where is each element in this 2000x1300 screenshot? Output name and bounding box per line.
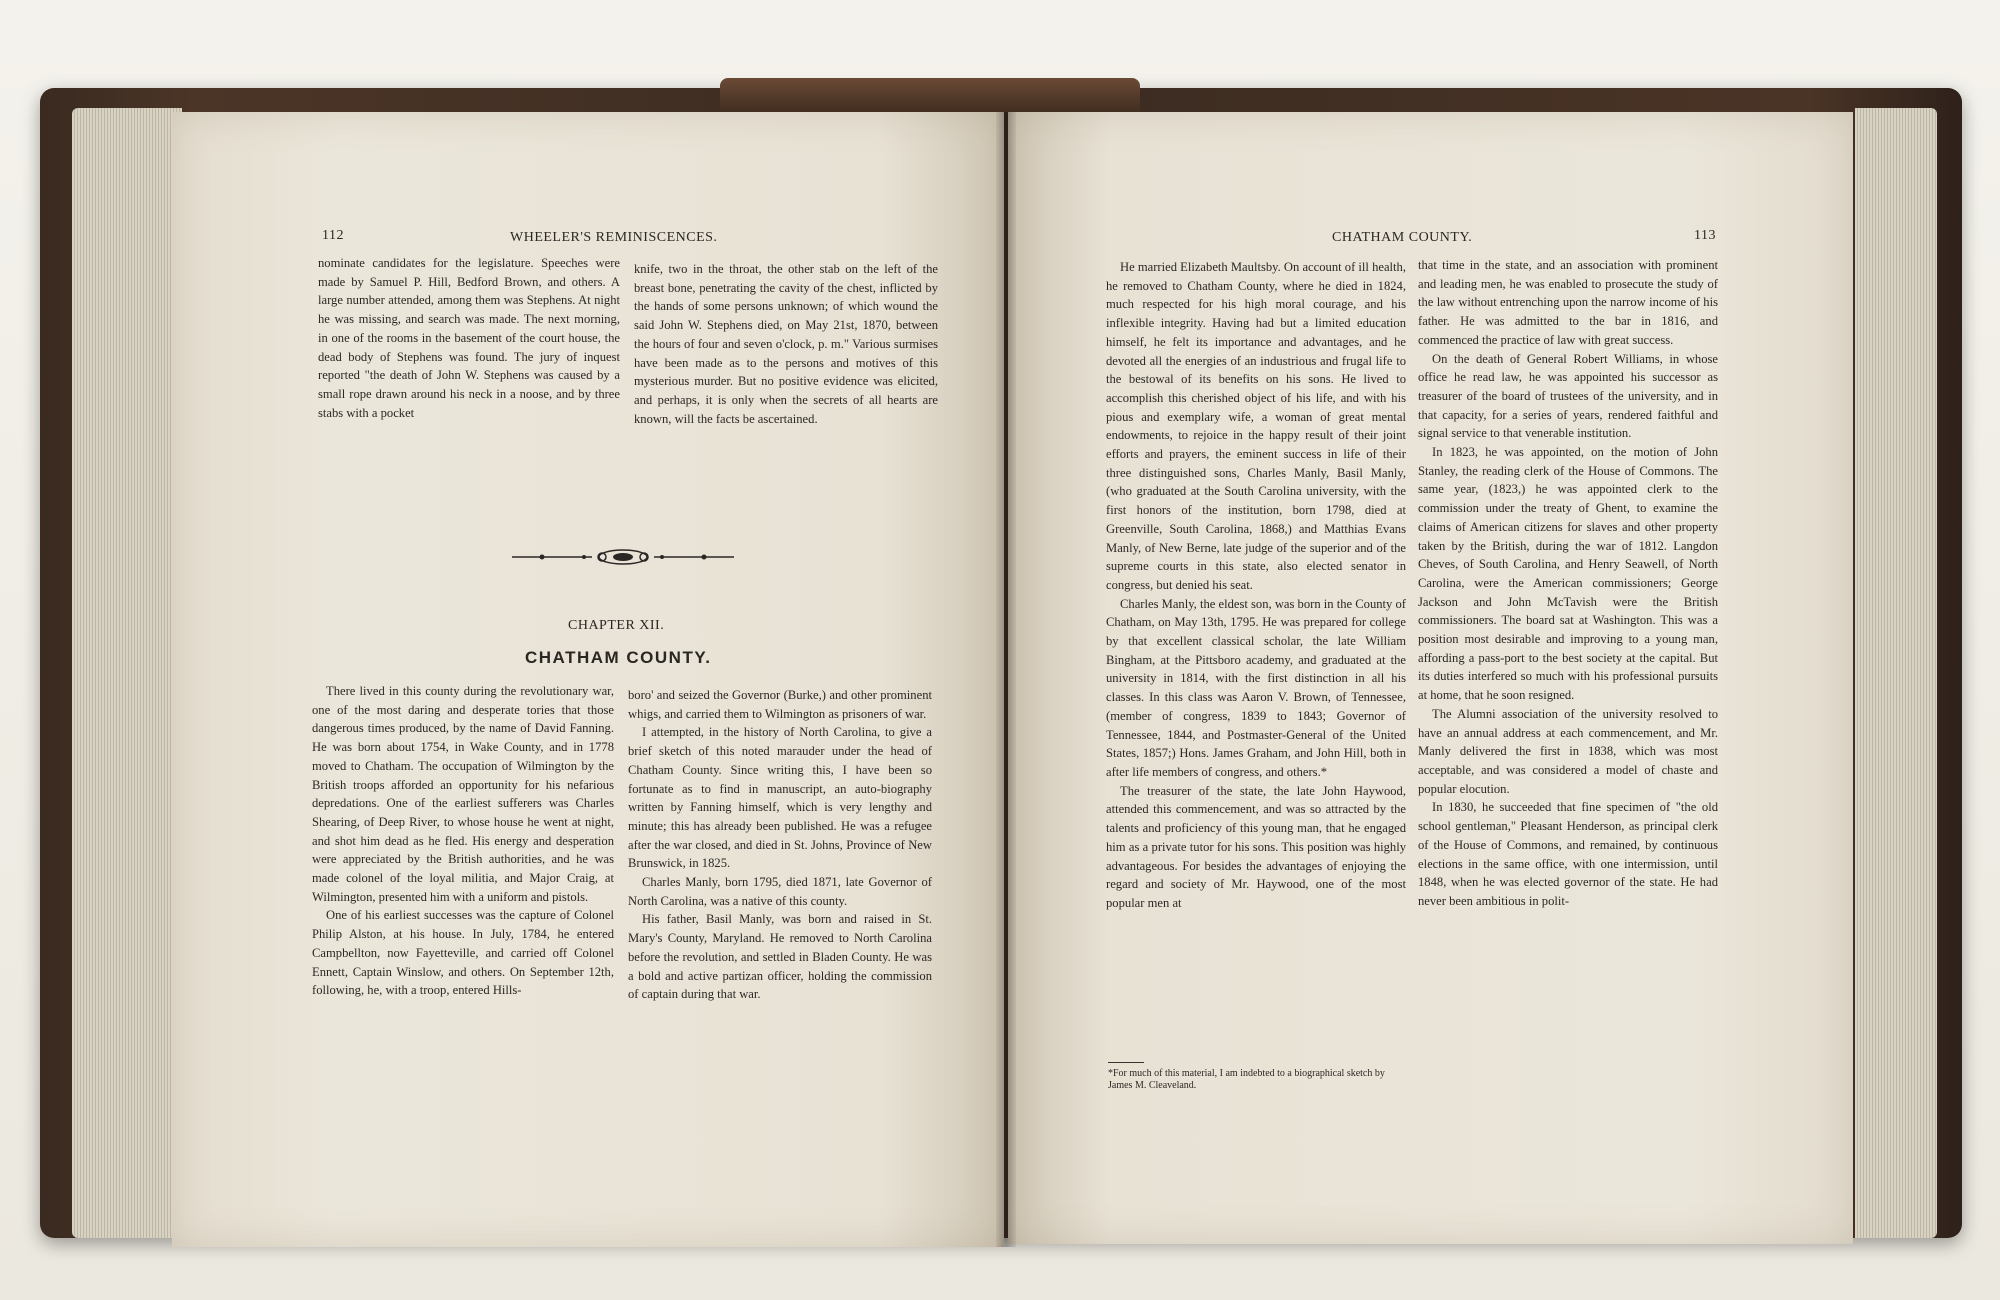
book-gutter	[996, 112, 1016, 1247]
right-page-edges	[1855, 108, 1937, 1238]
paragraph: knife, two in the throat, the other stab on the left of the breast bone, penetrating the cavity of the chest, inflicted by the hands of some persons unknown; of which wound the said John W. Stephens died, on May 21st, 1870, between the hours of four and seven o'clock, p. m." Various surmises have been made as to the persons and motives of this mysterious murder. But no positive evidence was elicited, and perhaps, it is only when the secrets of all hearts are known, will the facts be ascertained.	[634, 262, 938, 426]
left-column-1-top	[318, 254, 620, 422]
paragraph: nominate candidates for the legislature. Speeches were made by Samuel P. Hill, Bedford Brown, and others. A large number attended, among them was Stephens. At night he was missing, and search was made. The next morning, in one of the rooms in the basement of the court house, the dead body of Stephens was found. The jury of inquest reported "the death of John W. Stephens was caused by a small rope drawn around his neck in a noose, and by three stabs with a pocket	[318, 256, 620, 420]
right-column-2	[1418, 256, 1718, 911]
ornament-divider	[512, 546, 734, 568]
paragraph: The Alumni association of the university resolved to have an annual address at each commencement, and Mr. Manly delivered the first in 1838, which was most acceptable, and was considered a model of chaste and popular elocution.	[1418, 706, 1718, 796]
left-page-number: 112	[322, 228, 344, 243]
paragraph: Charles Manly, born 1795, died 1871, late Governor of North Carolina, was a native of this county.	[628, 875, 932, 908]
paragraph: He married Elizabeth Maultsby. On account of ill health, he removed to Chatham County, where he died in 1824, much respected for his high moral courage, and his inflexible integrity. Having had but a limited education himself, he felt its importance and advantages, and he devoted all the energies of an industrious and frugal life to the bestowal of its benefits on his sons. He lived to accomplish this cherished object of his life, and with his pious and exemplary wife, a woman of great mental endowments, to rejoice in the happy result of their joint efforts and prayers, the eminent success in life of their three distinguished sons, Charles Manly, Basil Manly, (who graduated at the South Carolina university, with the first honors of the institution, born 1798, died at Greenville, South Carolina, 1868,) and Matthias Evans Manly, of New Berne, late judge of the superior and of the supreme courts in this state, also elected senator in congress, but denied his seat.	[1106, 260, 1406, 592]
right-running-head: CHATHAM COUNTY.	[1332, 230, 1473, 245]
paragraph: His father, Basil Manly, was born and raised in St. Mary's County, Maryland. He removed to North Carolina before the revolution, and settled in Bladen County. He was a bold and active partizan officer, holding the commission of captain during that war.	[628, 912, 932, 1002]
paragraph: In 1830, he succeeded that fine specimen of "the old school gentleman," Pleasant Henderson, as principal clerk of the House of Commons, and remained, by continuous elections in the same office, with one intermission, until 1848, when he was elected governor of the state. He had never been ambitious in polit-	[1418, 800, 1718, 908]
right-column-1	[1106, 258, 1406, 913]
left-column-1-bottom	[312, 682, 614, 1000]
paragraph: On the death of General Robert Williams, in whose office he read law, he was appointed his successor as treasurer of the board of trustees of the university, and in that capacity, for a series of years, rendered faithful and signal service to that venerable institution.	[1418, 351, 1718, 441]
footnote: *For much of this material, I am indebted to a biographical sketch by James M. Cleaveland.	[1108, 1068, 1385, 1091]
left-page-edges	[72, 108, 182, 1238]
left-column-2-bottom	[628, 686, 932, 1004]
paragraph: In 1823, he was appointed, on the motion of John Stanley, the reading clerk of the House of Commons. The same year, (1823,) he was appointed clerk to the commission under the treaty of Ghent, to examine the claims of American citizens for slaves and other property taken by the British, during the war of 1812. Langdon Cheves, of South Carolina, and Henry Seawell, of North Carolina, were the American commissioners; George Jackson and John McTavish were the British commissioners. The board sat at Washington. This was a position most desirable and improving to a young man, affording a pass-port to the best society at the capital. But its duties interfered so much with his professional pursuits at home, that he soon resigned.	[1418, 445, 1718, 703]
right-page-number: 113	[1694, 228, 1716, 243]
paragraph: The treasurer of the state, the late John Haywood, attended this commencement, and was so attracted by the talents and proficiency of this young man, that he engaged him as a private tutor for his sons. This position was highly advantageous. For besides the advantages of enjoying the regard and society of Mr. Haywood, one of the most popular men at	[1106, 783, 1406, 910]
left-running-head: WHEELER'S REMINISCENCES.	[510, 230, 718, 245]
chapter-title: CHATHAM COUNTY.	[525, 648, 712, 667]
paragraph: boro' and seized the Governor (Burke,) and other prominent whigs, and carried them to Wilmington as prisoners of war.	[628, 688, 932, 721]
paragraph: I attempted, in the history of North Carolina, to give a brief sketch of this noted marauder under the head of Chatham County. Since writing this, I have been so fortunate as to find in manuscript, an auto-biography written by Fanning himself, which is very lengthy and minute; this has already been published. He was a refugee after the war closed, and died in St. Johns, Province of New Brunswick, in 1825.	[628, 725, 932, 871]
paragraph: There lived in this county during the revolutionary war, one of the most daring and desperate tories that those dangerous times produced, by the name of David Fanning. He was born about 1754, in Wake County, and in 1778 moved to Chatham. The occupation of Wilmington by the British troops afforded an opportunity for his nefarious depredations. One of the earliest sufferers was Charles Shearing, of Deep River, to whose house he went at night, and shot him dead as he fled. His energy and desperation were appreciated by the British authorities, and he was made colonel of the loyal militia, and Major Craig, at Wilmington, presented him with a uniform and pistols.	[312, 684, 614, 904]
left-column-2-top	[634, 260, 938, 428]
paragraph: Charles Manly, the eldest son, was born in the County of Chatham, on May 13th, 1795. He was prepared for college by that excellent classical scholar, the late William Bingham, at the Pittsboro academy, and graduated at the university in 1814, with the first distinction in all his classes. In this class was Aaron V. Brown, of Tennessee, (member of congress, 1839 to 1843; Governor of Tennessee, 1844, and Postmaster-General of the United States, 1857;) Hons. James Graham, and John Hill, both in after life members of congress, and others.*	[1106, 596, 1406, 779]
footnote-rule	[1108, 1062, 1144, 1063]
chapter-label: CHAPTER XII.	[568, 618, 665, 633]
paragraph: that time in the state, and an association with prominent and leading men, he was enabled to prosecute the study of the law without entrenching upon the narrow income of his father. He was admitted to the bar in 1816, and commenced the practice of law with great success.	[1418, 258, 1718, 347]
paragraph: One of his earliest successes was the capture of Colonel Philip Alston, at his house. In July, 1784, he entered Campbellton, now Fayetteville, and carried off Colonel Ennett, Captain Winslow, and others. On September 12th, following, he, with a troop, entered Hills-	[312, 908, 614, 998]
